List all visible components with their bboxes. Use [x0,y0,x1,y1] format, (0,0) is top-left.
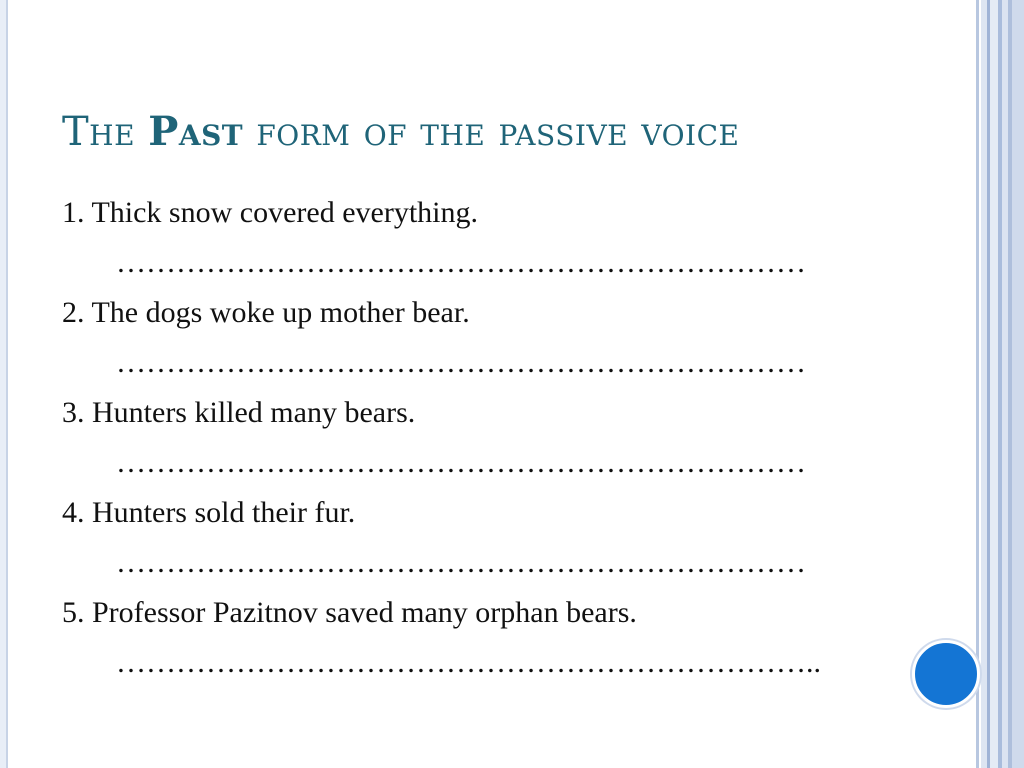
title-word-the: The [62,109,136,155]
answer-blank-4: …………………………………………………………… [116,546,806,579]
right-stripe-decoration [976,0,1024,768]
stripe [976,0,979,768]
answer-blank-2: …………………………………………………………… [116,346,806,379]
stripe [990,0,998,768]
stripe [1012,0,1024,768]
left-border-decoration [0,0,8,768]
title-word-past: Past [148,108,244,155]
exercise-sentence-3: 3. Hunters killed many bears. [62,396,416,429]
title-rest: form of the passive voice [256,109,740,155]
answer-blank-1: …………………………………………………………… [116,246,806,279]
slide-title [62,108,739,155]
exercise-sentence-1: 1. Thick snow covered everything. [62,196,479,229]
exercise-sentence-4: 4. Hunters sold their fur. [62,496,356,529]
exercise-list [62,188,922,688]
exercise-sentence-5: 5. Professor Pazitnov saved many orphan bears. [62,596,637,629]
answer-blank-5: …………………………………………………………….. [116,646,821,679]
exercise-sentence-2: 2. The dogs woke up mother bear. [62,296,470,329]
circle-decoration-icon [912,640,980,708]
answer-blank-3: …………………………………………………………… [116,446,806,479]
